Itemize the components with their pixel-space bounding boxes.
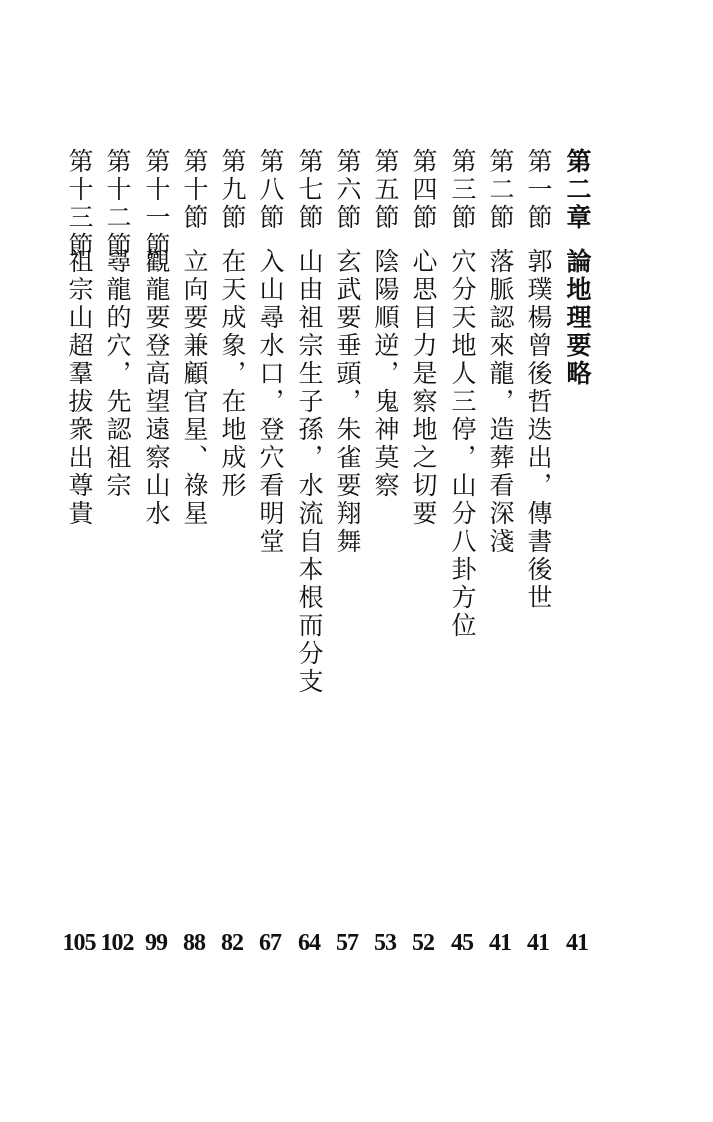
- section-label: 第九節: [218, 148, 247, 232]
- section-title: 祖宗山超羣拔衆出尊貴: [65, 248, 94, 528]
- section-title: 玄武要垂頭，朱雀要翔舞: [333, 248, 362, 556]
- section-label: 第七節: [295, 148, 324, 232]
- section-title: 山由祖宗生子孫，水流自本根而分支: [295, 248, 324, 696]
- section-page-number: 53: [374, 930, 396, 956]
- section-page-number: 67: [259, 930, 281, 956]
- section-label: 第二節: [486, 148, 515, 232]
- section-page-number: 45: [451, 930, 473, 956]
- section-label: 第十三節: [65, 148, 94, 260]
- section-title: 在天成象，在地成形: [218, 248, 247, 500]
- section-title: 落脈認來龍，造葬看深淺: [486, 248, 515, 556]
- chapter-title: 論地理要略: [563, 248, 592, 388]
- section-title: 觀龍要登高望遠察山水: [142, 248, 171, 528]
- section-page-number: 102: [100, 930, 134, 956]
- section-label: 第十一節: [142, 148, 171, 260]
- section-label: 第五節: [371, 148, 400, 232]
- section-label: 第四節: [409, 148, 438, 232]
- section-label: 第六節: [333, 148, 362, 232]
- section-page-number: 99: [145, 930, 167, 956]
- section-page-number: 105: [62, 930, 96, 956]
- section-page-number: 41: [489, 930, 511, 956]
- section-label: 第十二節: [103, 148, 132, 260]
- section-page-number: 82: [221, 930, 243, 956]
- section-title: 陰陽順逆，鬼神莫察: [371, 248, 400, 500]
- chapter-page-number: 41: [566, 930, 588, 956]
- section-title: 郭璞楊曾後哲迭出，傳書後世: [524, 248, 553, 612]
- section-title: 尋龍的穴，先認祖宗: [103, 248, 132, 500]
- section-page-number: 57: [336, 930, 358, 956]
- section-label: 第十節: [180, 148, 209, 232]
- section-page-number: 64: [298, 930, 320, 956]
- section-title: 入山尋水口，登穴看明堂: [256, 248, 285, 556]
- chapter-label: 第二章: [563, 148, 592, 232]
- section-page-number: 52: [412, 930, 434, 956]
- section-title: 心思目力是察地之切要: [409, 248, 438, 528]
- section-label: 第三節: [448, 148, 477, 232]
- section-title: 穴分天地人三停，山分八卦方位: [448, 248, 477, 640]
- section-title: 立向要兼顧官星、祿星: [180, 248, 209, 528]
- section-page-number: 41: [527, 930, 549, 956]
- section-label: 第八節: [256, 148, 285, 232]
- section-page-number: 88: [183, 930, 205, 956]
- section-label: 第一節: [524, 148, 553, 232]
